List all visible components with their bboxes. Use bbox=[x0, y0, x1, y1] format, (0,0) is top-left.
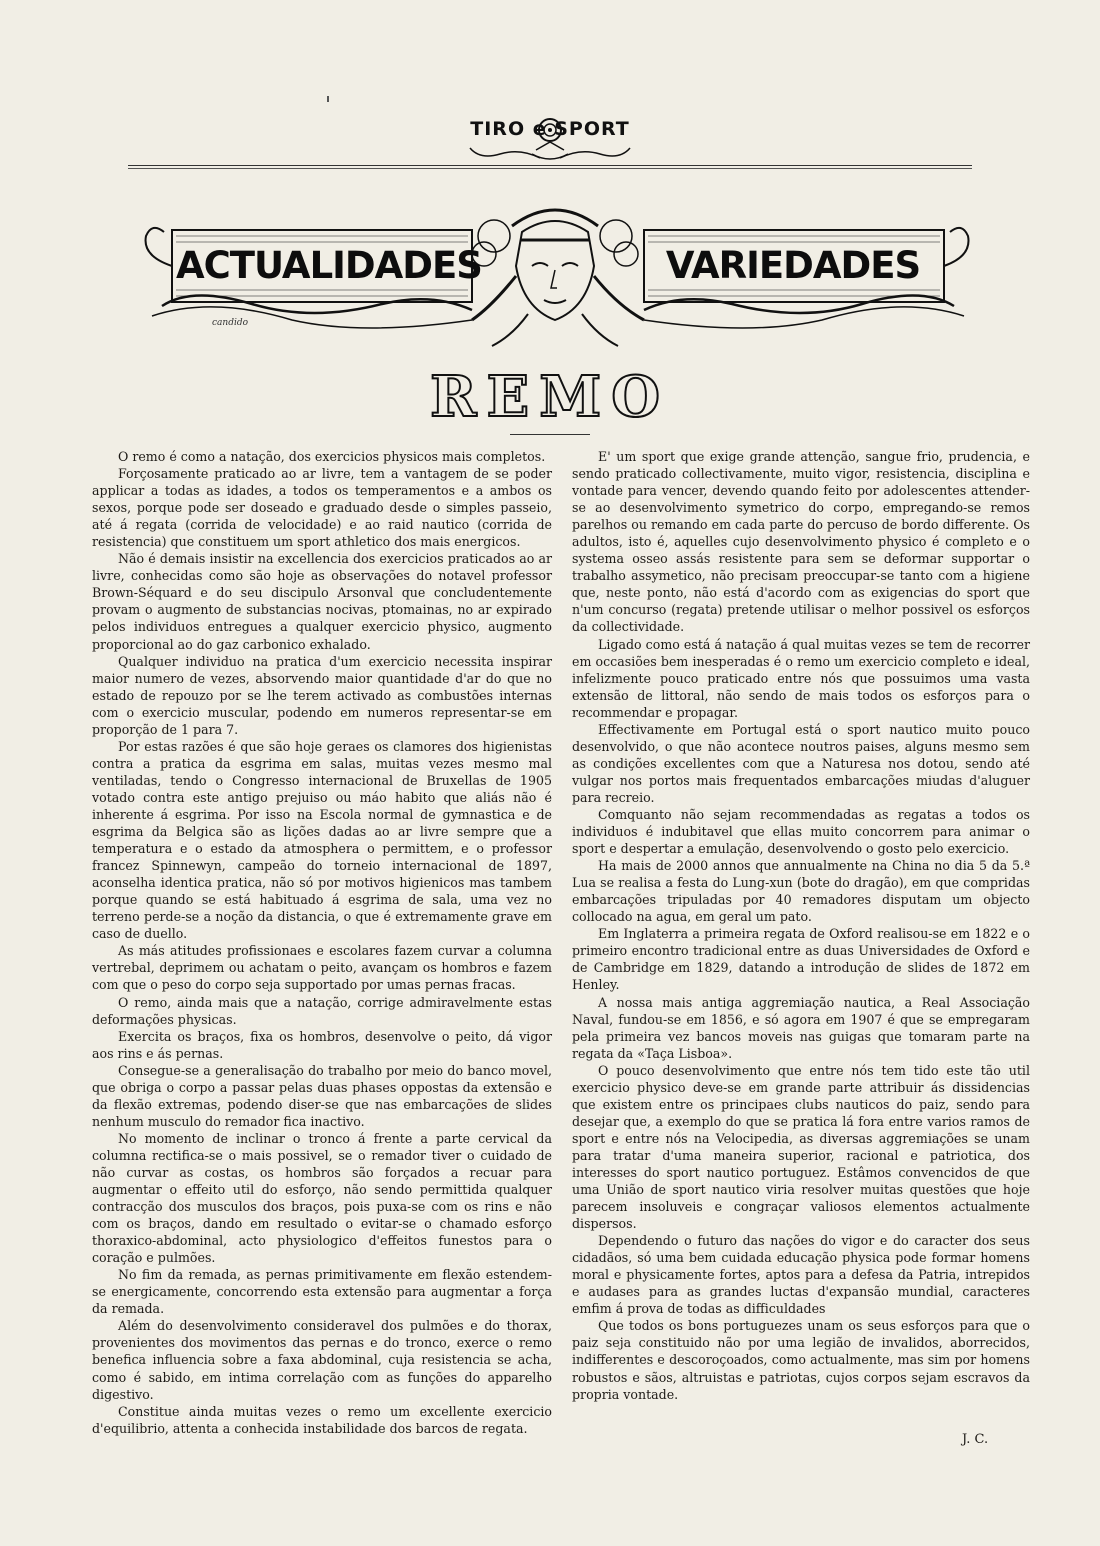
paragraph: No momento de inclinar o tronco á frente a parte cervical da columna rectifica-se o mais possivel, se o remador tiver o cuidado de não curvar as costas, os hombros são forçados a recuar para augmentar o effeito util do esforço, não sendo permittida qualquer contracção dos musculos dos braços, pois puxa-se com os rins e não com os braços, dando em resultado o evitar-se o chamado esforço thoraxico-abdominal, acto physiologico d'effeitos funestos para o coração e pulmões. bbox=[92, 1130, 552, 1266]
paragraph: Ha mais de 2000 annos que annualmente na China no dia 5 da 5.ª Lua se realisa a festa do Lung-xun (bote do dragão), em que compridas embarcações tripuladas por 40 remadores disputam um objecto collocado na agua, em geral um pato. bbox=[572, 858, 1030, 925]
paragraph: Effectivamente em Portugal está o sport nautico muito pouco desenvolvido, o que não acontece noutros paises, alguns mesmo sem as condições excellentes com que a Naturesa nos dotou, sendo até vulgar nos portos mais frequentados embarcações miudas d'aluguer para recreio. bbox=[572, 721, 1030, 805]
paragraph: Qualquer individuo na pratica d'um exercicio necessita inspirar maior numero de vezes, absorvendo maior quantidade d'ar do que no estado de repouzo por se lhe terem activado as combustões internas com o exercicio muscular, podendo em numeros representar-se em proporção de 1 para 7. bbox=[92, 653, 552, 737]
artist-signature: candido bbox=[212, 318, 249, 328]
paragraph: No fim da remada, as pernas primitivamente em flexão estendem-se energicamente, concorrendo esta extensão para augmentar a força da remada. bbox=[92, 1267, 552, 1317]
paragraph: Não é demais insistir na excellencia dos exercicios praticados ao ar livre, conhecidas como são hoje as observações do notavel professor Brown-Séquard e do seu discipulo Arsonval que concludentemente provam o augmento de substancias nocivas, ptomainas, no ar expirado pelos individuos entregues a qualquer exercicio physico, augmento proporcional ao do gaz carbonico exhalado. bbox=[92, 551, 552, 652]
article-title: REMO bbox=[430, 364, 670, 430]
paragraph: As más atitudes profissionaes e escolares fazem curvar a columna vertrebal, deprimem ou achatam o peito, avançam os hombros e fazem com que o peso do corpo seja supportado por umas pernas fracas. bbox=[92, 943, 552, 993]
banner-label-variedades: VARIEDADES bbox=[665, 244, 921, 287]
masthead-title: TIRO e SPORT bbox=[470, 118, 630, 140]
paragraph: Exercita os braços, fixa os hombros, desenvolve o peito, dá vigor aos rins e ás pernas. bbox=[92, 1028, 552, 1061]
header-rule bbox=[128, 165, 972, 166]
paragraph: Ligado como está á natação á qual muitas vezes se tem de recorrer em occasiões bem inesperadas é o remo um exercicio completo e ideal, infelizmente pouco praticado entre nós que possuimos uma vasta extensão de littoral, não sendo de mais todos os esforços para o recommendar e propagar. bbox=[572, 636, 1030, 720]
article-column-right bbox=[572, 448, 1030, 1403]
paragraph: O pouco desenvolvimento que entre nós tem tido este tão util exercicio physico deve-se em grande parte attribuir ás dissidencias que existem entre os principaes clubs nauticos do paiz, sendo para desejar que, a exemplo do que se pratica lá fora entre varios ramos de sport e entre nós na Velocipedia, as diversas aggremiações se unam para tratar d'uma maneira superior, racional e patriotica, dos interesses do sport nautico portuguez. Estâmos convencidos de que uma União de sport nautico viria resolver muitas questões que hoje parecem insoluveis e congraçar valiosos elementos actualmente dispersos. bbox=[572, 1062, 1030, 1232]
paragraph: Por estas razões é que são hoje geraes os clamores dos higienistas contra a pratica da esgrima em salas, muitas vezes mesmo mal ventiladas, tendo o Congresso internacional de Bruxellas de 1905 votado contra este antigo prejuiso ou máo habito que aliás não é inherente á esgrima. Por isso na Escola normal de gymnastica e de esgrima da Belgica são as lições dadas ao ar livre sempre que a temperatura e o estado da atmosphera o permittem, e o professor francez Spinnewyn, campeão do torneio internacional de 1897, aconselha identica pratica, não só por motivos higienicos mas tambem porque quando se está habituado á esgrima de sala, uma vez no terreno perde-se a noção da distancia, o que é extremamente grave em caso de duello. bbox=[92, 738, 552, 942]
paragraph: Consegue-se a generalisação do trabalho por meio do banco movel, que obriga o corpo a passar pelas duas phases oppostas da extensão e da flexão extremas, podendo diser-se que nas embarcações de slides nenhum musculo do remador fica inactivo. bbox=[92, 1062, 552, 1129]
paragraph: A nossa mais antiga aggremiação nautica, a Real Associação Naval, fundou-se em 1856, e só agora em 1907 é que se empregaram pela primeira vez bancos moveis nas guigas que tomaram parte na regata da «Taça Lisboa». bbox=[572, 994, 1030, 1061]
paragraph: O remo é como a natação, dos exercicios physicos mais completos. bbox=[118, 449, 546, 464]
header-rule-secondary bbox=[128, 168, 972, 169]
paragraph: O remo, ainda mais que a natação, corrige admiravelmente estas deformações physicas. bbox=[92, 994, 552, 1027]
paragraph: Forçosamente praticado ao ar livre, tem a vantagem de se poder applicar a todas as idades, a todos os temperamentos e a ambos os sexos, porque pode ser doseado e graduado desde o simples passeio, até á regata (corrida de velocidade) e ao raid nautico (corrida de resistencia) que constituem um sport athletico dos mais energicos. bbox=[92, 466, 552, 550]
paragraph: Além do desenvolvimento consideravel dos pulmões e do thorax, provenientes dos movimentos das pernas e do tronco, exerce o remo benefica influencia sobre a faxa abdominal, cuja resistencia se acha, como é sabido, em intima correlação com as funções do apparelho digestivo. bbox=[92, 1318, 552, 1402]
paragraph: Que todos os bons portuguezes unam os seus esforços para que o paiz seja constituido não por uma legião de invalidos, aborrecidos, indifferentes e descoroçoados, como actualmente, mas sim por homens robustos e sãos, altruistas e patriotas, cujos corpos sejam escravos da propria vontade. bbox=[572, 1318, 1030, 1402]
banner-label-actualidades: ACTUALIDADES bbox=[176, 244, 482, 287]
print-speck bbox=[327, 96, 329, 102]
paragraph: Dependendo o futuro das nações do vigor e do caracter dos seus cidadãos, só uma bem cuidada educação physica pode formar homens moral e physicamente fortes, aptos para a defesa da Patria, intrepidos e audases para as grandes luctas d'expansão mundial, caracteres emfim á prova de todas as difficuldades bbox=[572, 1233, 1030, 1317]
author-initials: J. C. bbox=[962, 1432, 989, 1447]
article-column-left bbox=[92, 448, 552, 1437]
paragraph: E' um sport que exige grande attenção, sangue frio, prudencia, e sendo praticado collectivamente, muito vigor, resistencia, disciplina e vontade para vencer, devendo quando feito por adolescentes attender-se ao desenvolvimento symetrico do corpo, empregando-se remos parelhos ou remando em cada parte do percuso de bordo differente. Os adultos, isto é, aquelles cujo desenvolvimento physico é completo e o systema osseo assás resistente para sem se deformar supportar o trabalho assymetico, não precisam preoccupar-se tanto com a higiene que, neste ponto, não está d'acordo com as exigencias do sport que n'um concurso (regata) pretende utilisar o melhor possivel os esforços da collectividade. bbox=[572, 449, 1030, 635]
paragraph: Comquanto não sejam recommendadas as regatas a todos os individuos é indubitavel que ellas muito concorrem para animar o sport e despertar a emulação, desenvolvendo o gosto pelo exercicio. bbox=[572, 806, 1030, 857]
paragraph: Constitue ainda muitas vezes o remo um excellente exercicio d'equilibrio, attenta a conhecida instabilidade dos barcos de regata. bbox=[92, 1403, 552, 1436]
masthead bbox=[440, 108, 660, 168]
paragraph: Em Inglaterra a primeira regata de Oxford realisou-se em 1822 e o primeiro encontro tradicional entre as duas Universidades de Oxford e de Cambridge em 1829, datando a introdução de slides de 1872 em Henley. bbox=[572, 926, 1030, 993]
title-rule bbox=[510, 434, 590, 435]
